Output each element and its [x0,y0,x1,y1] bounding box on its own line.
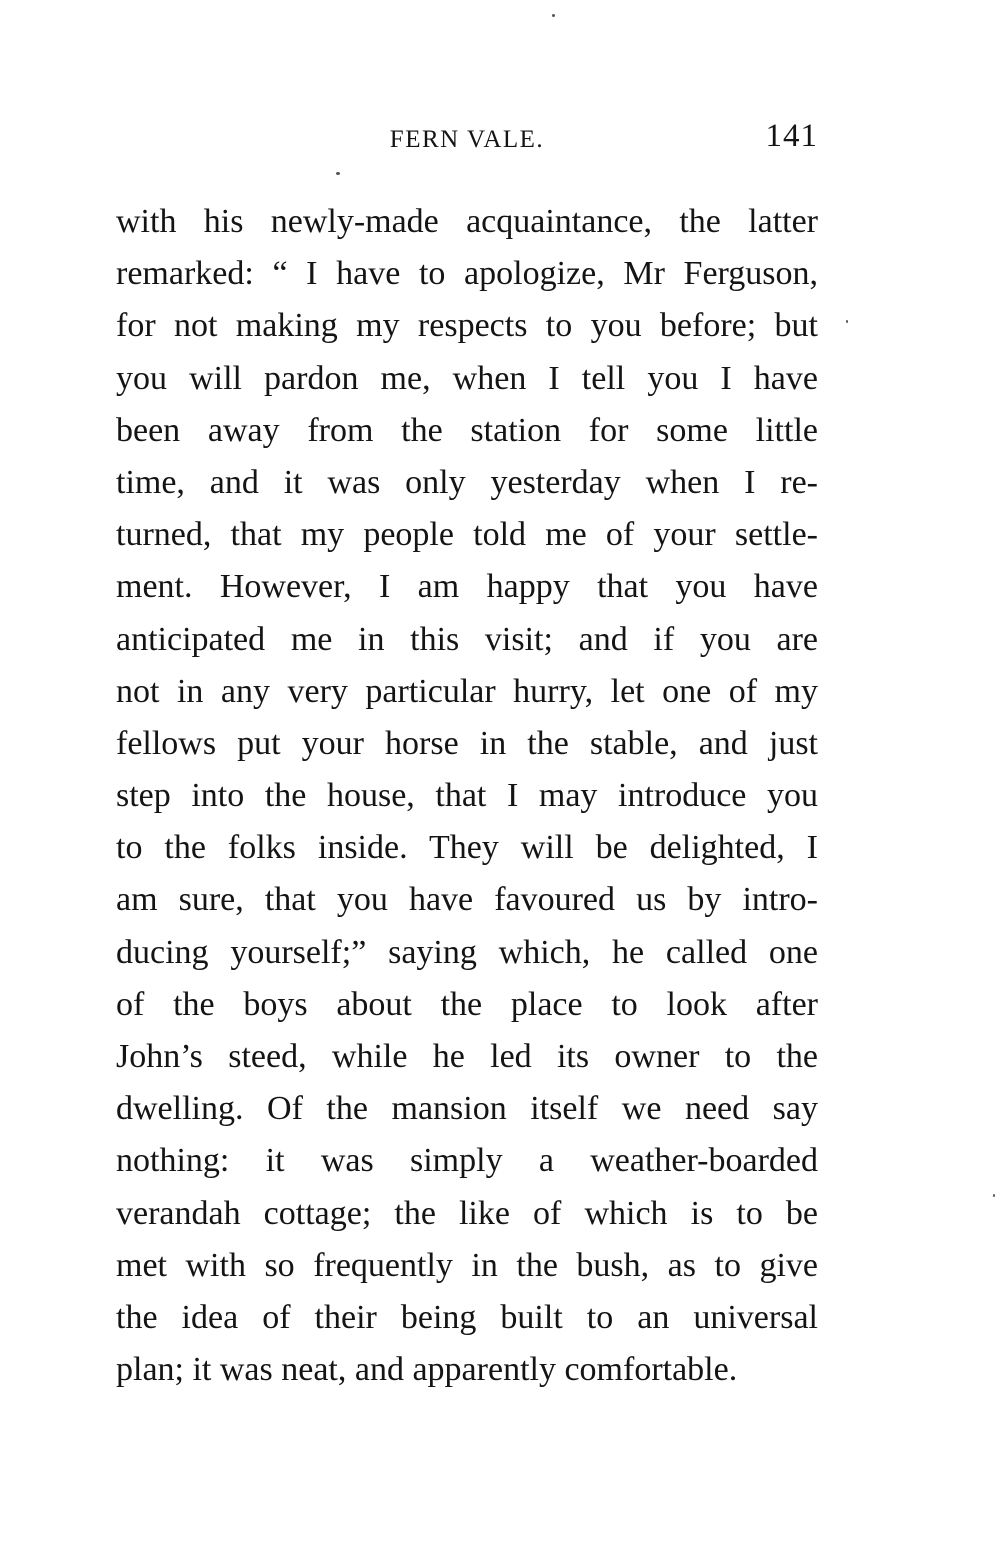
text-line: you will pardon me, when I tell you I have [116,359,818,397]
text-line: am sure, that you have favoured us by intro- [116,881,818,919]
text-line: remarked: “ I have to apologize, Mr Ferguson, [116,255,818,293]
text-line: time, and it was only yesterday when I re- [116,463,818,501]
text-line: been away from the station for some little [116,411,818,449]
text-line: met with so frequently in the bush, as to give [116,1246,818,1284]
text-line: with his newly-made acquaintance, the latter [116,203,818,240]
text-line: dwelling. Of the mansion itself we need say [116,1090,818,1128]
text-line: verandah cottage; the like of which is to be [116,1194,818,1232]
text-line: fellows put your horse in the stable, and just [116,724,818,762]
page-number: 141 [765,118,818,154]
text-line: of the boys about the place to look after [116,985,818,1023]
text-line: ducing yourself;” saying which, he called one [116,933,818,971]
text-line: nothing: it was simply a weather-boarded [116,1142,818,1180]
text-line: step into the house, that I may introduce you [116,777,818,815]
print-speck [993,1194,995,1197]
running-head [116,118,818,162]
text-line: anticipated me in this visit; and if you are [116,620,818,658]
text-line: plan; it was neat, and apparently comfortable. [116,1351,738,1389]
running-title: FERN VALE. [389,126,545,153]
text-line: turned, that my people told me of your settle- [116,516,818,554]
print-speck [336,172,340,175]
print-speck [552,14,555,17]
text-line: to the folks inside. They will be delighted, I [116,829,818,867]
body-text [116,196,818,1396]
text-line: John’s steed, while he led its owner to the [116,1038,818,1075]
print-speck [846,320,848,323]
text-line: ment. However, I am happy that you have [116,568,818,606]
text-line: for not making my respects to you before; but [116,307,818,345]
text-line: the idea of their being built to an universal [116,1298,818,1336]
text-line: not in any very particular hurry, let one of my [116,672,818,710]
